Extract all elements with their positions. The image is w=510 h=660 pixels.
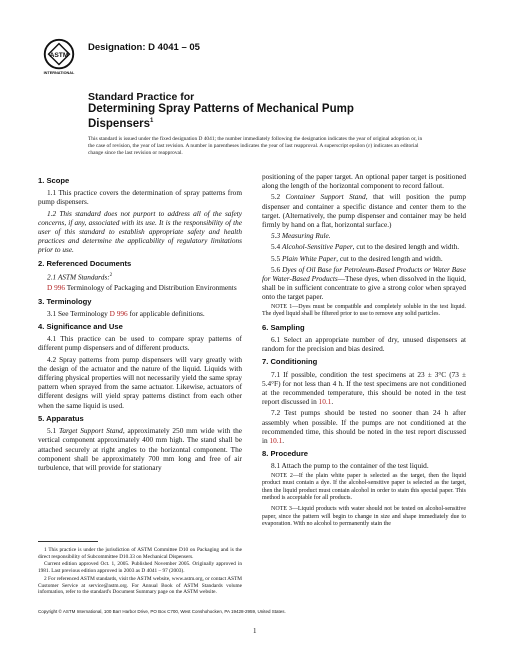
paragraph-3-1: 3.1 See Terminology D 996 for applicable definitions. [47, 308, 205, 318]
copyright-line: Copyright © ASTM International, 100 Barr Harbor Drive, PO Box C700, West Conshohocken, PA 19428-2959, United States. [38, 609, 286, 614]
section-heading-referenced-documents: 2. Referenced Documents [38, 258, 132, 268]
section-heading-scope: 1. Scope [38, 176, 70, 185]
section-heading-significance: 4. Significance and Use [38, 322, 123, 332]
paragraph-4-2: 4.2 Spray patterns from pump dispensers will vary greatly with the design of the actuator and the nature of the liquid. Liquids with differing physical properties will not necessarily yield the same spray pattern when sprayed from the same actuator. Likewise, actuators of different designs will yield spray patterns distinct from each other when the same liquid is used. [38, 354, 242, 410]
paragraph-1-1: 1.1 This practice covers the determination of spray patterns from pump dispensers. [38, 188, 242, 207]
title-line-1: Standard Practice for [88, 91, 195, 103]
paragraph-6-1: 6.1 Select an appropriate number of dry, unused dispensers at random for the precision and bias desired. [262, 335, 466, 354]
footnote-1: 1 This practice is under the jurisdiction of ASTM Committee D10 on Packaging and is the direct responsibility of Subcommittee D10.33 on Mechanical Dispensers. [38, 547, 242, 560]
note-1: NOTE 1—Dyes must be compatible and completely soluble in the test liquid. The dyed liquid shall be filtered prior to use to remove any solid particles. [262, 303, 466, 318]
svg-text:INTERNATIONAL: INTERNATIONAL [43, 71, 75, 75]
paragraph-5-4: 5.4 Alcohol-Sensitive Paper, cut to the desired length and width. [271, 242, 460, 252]
paragraph-8-1: 8.1 Attach the pump to the container of the test liquid. [271, 461, 429, 471]
footnote-2: 2 For referenced ASTM standards, visit the ASTM website, www.astm.org, or contact ASTM Customer Service at service@astm.org. For Annual Book of ASTM Standards volume information, refer to the standard's Document Summary page on the ASTM website. [38, 575, 242, 596]
paragraph-5-6: 5.6 Dyes of Oil Base for Petroleum-Based Products or Water Base for Water-Based Products—These dyes, when dissolved in the liquid, shall be in sufficient concentrate to give a strong color when sprayed onto the target paper. [262, 264, 466, 302]
paragraph-5-1-continued: positioning of the paper target. An optional paper target is positioned along the length of the horizontal component to record fallout. [262, 172, 466, 191]
paragraph-5-5: 5.5 Plain White Paper, cut to the desired length and width. [271, 253, 443, 263]
paragraph-2-1: 2.1 ASTM Standards:$^2$ [47, 272, 113, 282]
paragraph-1-2: 1.2 This standard does not purport to address all of the safety concerns, if any, associated with its use. It is the responsibility of the user of this standard to establish appropriate safety and health practices and determine the applicability of regulatory limitations prior to use. [38, 208, 242, 255]
note-3: NOTE 3—Liquid products with water should not be tested on alcohol-sensitive paper, since the pattern will begin to change in size and shape immediately due to evaporation. With no alcohol to permanently stain the [262, 506, 466, 528]
svg-text:ASTM: ASTM [49, 51, 69, 59]
link-d996[interactable]: D 996 [47, 283, 66, 293]
section-heading-sampling: 6. Sampling [262, 322, 305, 332]
reference-d996: D 996 Terminology of Packaging and Distribution Environments [47, 283, 237, 293]
document-title [88, 91, 418, 130]
paragraph-4-1: 4.1 This practice can be used to compare spray patterns of different pump dispensers and of different products. [38, 334, 242, 353]
paragraph-7-2: 7.2 Test pumps should be tested no sooner than 24 h after assembly when possible. If the pumps are not conditioned at the recommended time, this should be noted in the test report discussed in 10.1. [262, 408, 466, 446]
footnote-rule [38, 541, 98, 542]
astm-logo-icon [40, 37, 78, 75]
note-2: NOTE 2—If the plain white paper is selected as the target, then the liquid product must contain a dye. If the alcohol-sensitive paper is selected as the target, then the liquid product must contain alcohol in order to stain this special paper. This method is acceptable for all products. [262, 472, 466, 502]
paragraph-5-2: 5.2 Container Support Stand, that will position the pump dispenser and container a specific distance and center them to the target. (Alternatively, the pump dispenser and container may be held firmly by hand on a flat, horizontal surface.) [262, 192, 466, 230]
left-column [38, 172, 242, 474]
designation: Designation: D 4041 – 05 [88, 42, 200, 53]
footnote-1-edition: Current edition approved Oct. 1, 2005. Published November 2005. Originally approved in 1981. Last previous edition approved in 2003 as D 4041 – 97 (2003). [38, 561, 242, 575]
paragraph-5-3: 5.3 Measuring Rule. [271, 231, 331, 241]
page-number: 1 [253, 627, 257, 635]
paragraph-5-1: 5.1 Target Support Stand, approximately 250 mm wide with the vertical component approximately 400 mm high. The stand shall be attached securely at right angles to the horizontal component. The component shall be approximately 700 mm long and free of air turbulence, that will provide for stationary [38, 426, 242, 472]
section-heading-procedure: 8. Procedure [262, 449, 309, 459]
link-section-10-1[interactable]: 10.1 [318, 397, 332, 407]
section-heading-terminology: 3. Terminology [38, 296, 92, 306]
link-section-10-1-b[interactable]: 10.1 [269, 436, 283, 446]
section-heading-apparatus: 5. Apparatus [38, 413, 84, 423]
link-d996-terminology[interactable]: D 996 [109, 308, 128, 318]
paragraph-7-1: 7.1 If possible, condition the test specimens at 23 ± 3°C (73 ± 5.4°F) for not less than 4 h. If the test specimens are not conditioned at the recommended temperature, this should be noted in the test report discussed in 10.1. [262, 369, 466, 407]
issuance-notice: This standard is issued under the fixed designation D 4041; the number immediately following the designation indicates the year of original adoption or, in the case of revision, the year of last revision. A number in parentheses indicates the year of last reapproval. A superscript epsilon (ε) indicates an editorial change since the last revision or reapproval. [88, 136, 423, 157]
section-heading-conditioning: 7. Conditioning [262, 357, 318, 367]
footnotes [38, 541, 242, 597]
title-line-2: Determining Spray Patterns of Mechanical Pump Dispensers$^1$ [88, 103, 354, 130]
right-column [262, 172, 466, 532]
